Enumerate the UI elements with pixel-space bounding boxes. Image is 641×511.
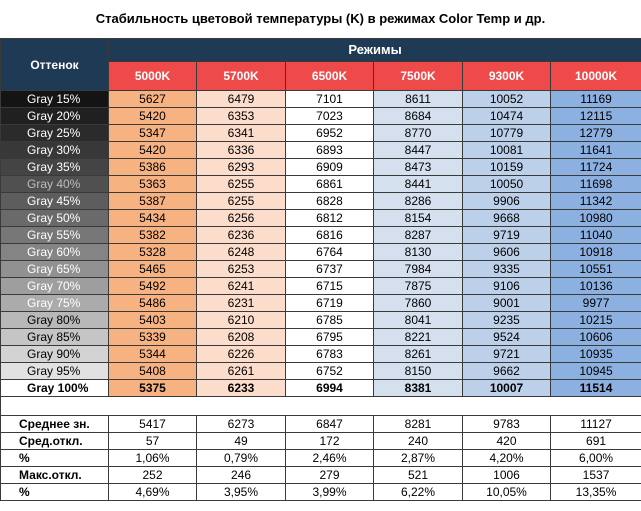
temperature-cell: 5434 bbox=[109, 210, 197, 227]
temperature-cell: 5375 bbox=[109, 380, 197, 397]
table-row bbox=[1, 244, 641, 261]
temperature-cell: 6226 bbox=[197, 346, 286, 363]
temperature-cell: 5339 bbox=[109, 329, 197, 346]
gray-level-label: Gray 85% bbox=[1, 329, 109, 346]
temperature-cell: 6233 bbox=[197, 380, 286, 397]
temperature-cell: 8150 bbox=[374, 363, 463, 380]
temperature-cell: 8287 bbox=[374, 227, 463, 244]
temperature-cell: 8441 bbox=[374, 176, 463, 193]
temperature-cell: 6909 bbox=[286, 159, 374, 176]
temperature-cell: 7023 bbox=[286, 108, 374, 125]
gray-level-label: Gray 95% bbox=[1, 363, 109, 380]
temperature-cell: 6255 bbox=[197, 176, 286, 193]
temperature-cell: 6737 bbox=[286, 261, 374, 278]
temperature-cell: 9235 bbox=[463, 312, 551, 329]
temperature-cell: 6994 bbox=[286, 380, 374, 397]
stat-cell: 1006 bbox=[463, 467, 551, 484]
temperature-cell: 6861 bbox=[286, 176, 374, 193]
temperature-cell: 8154 bbox=[374, 210, 463, 227]
table-row bbox=[1, 125, 641, 142]
temperature-cell: 5382 bbox=[109, 227, 197, 244]
mode-header-5700k: 5700K bbox=[197, 62, 286, 91]
stat-cell: 1,06% bbox=[109, 450, 197, 467]
stat-cell: 691 bbox=[551, 433, 641, 450]
temperature-cell: 11514 bbox=[551, 380, 641, 397]
stat-cell: 6,00% bbox=[551, 450, 641, 467]
temperature-cell: 9977 bbox=[551, 295, 641, 312]
stat-cell: 420 bbox=[463, 433, 551, 450]
temperature-cell: 11040 bbox=[551, 227, 641, 244]
temperature-cell: 11169 bbox=[551, 91, 641, 108]
temperature-cell: 10606 bbox=[551, 329, 641, 346]
stat-label: Сред.откл. bbox=[1, 433, 109, 450]
temperature-cell: 5328 bbox=[109, 244, 197, 261]
temperature-cell: 10935 bbox=[551, 346, 641, 363]
temperature-cell: 6336 bbox=[197, 142, 286, 159]
temperature-cell: 6719 bbox=[286, 295, 374, 312]
temperature-cell: 8261 bbox=[374, 346, 463, 363]
temperature-cell: 8286 bbox=[374, 193, 463, 210]
stat-label: % bbox=[1, 484, 109, 501]
stat-cell: 252 bbox=[109, 467, 197, 484]
temperature-cell: 10136 bbox=[551, 278, 641, 295]
temperature-cell: 11641 bbox=[551, 142, 641, 159]
gray-level-label: Gray 80% bbox=[1, 312, 109, 329]
temperature-cell: 5420 bbox=[109, 108, 197, 125]
temperature-cell: 5486 bbox=[109, 295, 197, 312]
gray-level-label: Gray 55% bbox=[1, 227, 109, 244]
temperature-cell: 7101 bbox=[286, 91, 374, 108]
stat-cell: 3,95% bbox=[197, 484, 286, 501]
temperature-cell: 6785 bbox=[286, 312, 374, 329]
temperature-cell: 7875 bbox=[374, 278, 463, 295]
stat-cell: 6273 bbox=[197, 416, 286, 433]
temperature-cell: 6253 bbox=[197, 261, 286, 278]
stat-label: Макс.откл. bbox=[1, 467, 109, 484]
temperature-cell: 6293 bbox=[197, 159, 286, 176]
temperature-cell: 9001 bbox=[463, 295, 551, 312]
temperature-cell: 6261 bbox=[197, 363, 286, 380]
temperature-cell: 6783 bbox=[286, 346, 374, 363]
stat-cell: 0,79% bbox=[197, 450, 286, 467]
temperature-cell: 6812 bbox=[286, 210, 374, 227]
table-row bbox=[1, 261, 641, 278]
stat-cell: 5417 bbox=[109, 416, 197, 433]
temperature-cell: 6236 bbox=[197, 227, 286, 244]
stat-row bbox=[1, 416, 641, 433]
stat-cell: 172 bbox=[286, 433, 374, 450]
temperature-cell: 8130 bbox=[374, 244, 463, 261]
stat-cell: 9783 bbox=[463, 416, 551, 433]
temperature-cell: 5492 bbox=[109, 278, 197, 295]
temperature-cell: 9106 bbox=[463, 278, 551, 295]
table-row bbox=[1, 227, 641, 244]
temperature-cell: 6231 bbox=[197, 295, 286, 312]
gray-level-label: Gray 70% bbox=[1, 278, 109, 295]
temperature-cell: 10474 bbox=[463, 108, 551, 125]
gray-level-label: Gray 100% bbox=[1, 380, 109, 397]
stat-cell: 6,22% bbox=[374, 484, 463, 501]
gray-level-label: Gray 40% bbox=[1, 176, 109, 193]
stat-cell: 240 bbox=[374, 433, 463, 450]
temperature-cell: 6828 bbox=[286, 193, 374, 210]
temperature-cell: 12115 bbox=[551, 108, 641, 125]
temperature-cell: 9662 bbox=[463, 363, 551, 380]
stat-cell: 8281 bbox=[374, 416, 463, 433]
temperature-cell: 9719 bbox=[463, 227, 551, 244]
temperature-cell: 8381 bbox=[374, 380, 463, 397]
table-row bbox=[1, 210, 641, 227]
temperature-cell: 6893 bbox=[286, 142, 374, 159]
stat-cell: 279 bbox=[286, 467, 374, 484]
temperature-cell: 8611 bbox=[374, 91, 463, 108]
stat-row bbox=[1, 484, 641, 501]
temperature-cell: 6764 bbox=[286, 244, 374, 261]
modes-header: Режимы bbox=[109, 39, 641, 62]
temperature-cell: 7984 bbox=[374, 261, 463, 278]
temperature-cell: 6241 bbox=[197, 278, 286, 295]
gray-level-label: Gray 50% bbox=[1, 210, 109, 227]
table-row bbox=[1, 295, 641, 312]
table-title: Стабильность цветовой температуры (K) в режимах Color Temp и др. bbox=[95, 11, 546, 26]
temperature-cell: 10779 bbox=[463, 125, 551, 142]
spacer-row bbox=[1, 397, 641, 416]
stat-cell: 2,87% bbox=[374, 450, 463, 467]
stat-cell: 49 bbox=[197, 433, 286, 450]
temperature-cell: 10215 bbox=[551, 312, 641, 329]
stat-cell: 1537 bbox=[551, 467, 641, 484]
gray-level-label: Gray 35% bbox=[1, 159, 109, 176]
temperature-cell: 6479 bbox=[197, 91, 286, 108]
table-row bbox=[1, 363, 641, 380]
temperature-cell: 5363 bbox=[109, 176, 197, 193]
temperature-cell: 8221 bbox=[374, 329, 463, 346]
temperature-cell: 8770 bbox=[374, 125, 463, 142]
stat-row bbox=[1, 433, 641, 450]
temperature-cell: 5387 bbox=[109, 193, 197, 210]
temperature-cell: 6816 bbox=[286, 227, 374, 244]
temperature-cell: 6353 bbox=[197, 108, 286, 125]
temperature-cell: 8041 bbox=[374, 312, 463, 329]
stat-cell: 4,69% bbox=[109, 484, 197, 501]
stat-cell: 2,46% bbox=[286, 450, 374, 467]
temperature-cell: 5403 bbox=[109, 312, 197, 329]
stat-cell: 4,20% bbox=[463, 450, 551, 467]
table-row bbox=[1, 312, 641, 329]
stat-cell: 246 bbox=[197, 467, 286, 484]
temperature-cell: 12779 bbox=[551, 125, 641, 142]
gray-level-label: Gray 60% bbox=[1, 244, 109, 261]
temperature-cell: 5347 bbox=[109, 125, 197, 142]
temperature-cell: 10052 bbox=[463, 91, 551, 108]
temperature-cell: 11342 bbox=[551, 193, 641, 210]
table-row bbox=[1, 329, 641, 346]
temperature-cell: 10551 bbox=[551, 261, 641, 278]
mode-header-9300k: 9300K bbox=[463, 62, 551, 91]
temperature-cell: 9524 bbox=[463, 329, 551, 346]
stat-cell: 13,35% bbox=[551, 484, 641, 501]
stat-cell: 521 bbox=[374, 467, 463, 484]
mode-header-5000k: 5000K bbox=[109, 62, 197, 91]
table-row bbox=[1, 142, 641, 159]
table-row bbox=[1, 91, 641, 108]
temperature-cell: 5465 bbox=[109, 261, 197, 278]
stat-row bbox=[1, 450, 641, 467]
stat-row bbox=[1, 467, 641, 484]
temperature-cell: 8684 bbox=[374, 108, 463, 125]
temperature-cell: 9335 bbox=[463, 261, 551, 278]
temperature-cell: 9606 bbox=[463, 244, 551, 261]
temperature-cell: 10007 bbox=[463, 380, 551, 397]
temperature-cell: 10050 bbox=[463, 176, 551, 193]
temperature-cell: 5408 bbox=[109, 363, 197, 380]
temperature-cell: 10081 bbox=[463, 142, 551, 159]
temperature-cell: 6715 bbox=[286, 278, 374, 295]
stat-cell: 11127 bbox=[551, 416, 641, 433]
mode-header-7500k: 7500K bbox=[374, 62, 463, 91]
stat-label: % bbox=[1, 450, 109, 467]
temperature-cell: 5344 bbox=[109, 346, 197, 363]
table-row bbox=[1, 346, 641, 363]
temperature-cell: 6341 bbox=[197, 125, 286, 142]
table-row bbox=[1, 193, 641, 210]
temperature-cell: 6210 bbox=[197, 312, 286, 329]
gray-level-label: Gray 30% bbox=[1, 142, 109, 159]
stat-cell: 10,05% bbox=[463, 484, 551, 501]
stat-cell: 6847 bbox=[286, 416, 374, 433]
gray-level-label: Gray 90% bbox=[1, 346, 109, 363]
temperature-cell: 9721 bbox=[463, 346, 551, 363]
stat-cell: 57 bbox=[109, 433, 197, 450]
table-row bbox=[1, 176, 641, 193]
temperature-cell: 6255 bbox=[197, 193, 286, 210]
mode-header-10000k: 10000K bbox=[551, 62, 641, 91]
temperature-cell: 10945 bbox=[551, 363, 641, 380]
temperature-cell: 6952 bbox=[286, 125, 374, 142]
color-temperature-table bbox=[0, 38, 641, 501]
temperature-cell: 10918 bbox=[551, 244, 641, 261]
gray-level-label: Gray 75% bbox=[1, 295, 109, 312]
temperature-cell: 8473 bbox=[374, 159, 463, 176]
temperature-cell: 7860 bbox=[374, 295, 463, 312]
table-row bbox=[1, 278, 641, 295]
temperature-cell: 9668 bbox=[463, 210, 551, 227]
mode-header-6500k: 6500K bbox=[286, 62, 374, 91]
temperature-cell: 11698 bbox=[551, 176, 641, 193]
temperature-cell: 5386 bbox=[109, 159, 197, 176]
temperature-cell: 6256 bbox=[197, 210, 286, 227]
temperature-cell: 10980 bbox=[551, 210, 641, 227]
temperature-cell: 6208 bbox=[197, 329, 286, 346]
gray-level-label: Gray 45% bbox=[1, 193, 109, 210]
temperature-cell: 5627 bbox=[109, 91, 197, 108]
gray-level-label: Gray 65% bbox=[1, 261, 109, 278]
gray-level-label: Gray 25% bbox=[1, 125, 109, 142]
temperature-cell: 6795 bbox=[286, 329, 374, 346]
table-row bbox=[1, 159, 641, 176]
temperature-cell: 9906 bbox=[463, 193, 551, 210]
stat-cell: 3,99% bbox=[286, 484, 374, 501]
temperature-cell: 8447 bbox=[374, 142, 463, 159]
gray-level-label: Gray 20% bbox=[1, 108, 109, 125]
table-row bbox=[1, 380, 641, 397]
temperature-cell: 10159 bbox=[463, 159, 551, 176]
temperature-cell: 5420 bbox=[109, 142, 197, 159]
gray-level-label: Gray 15% bbox=[1, 91, 109, 108]
table-row bbox=[1, 108, 641, 125]
temperature-cell: 6752 bbox=[286, 363, 374, 380]
temperature-cell: 6248 bbox=[197, 244, 286, 261]
stat-label: Среднее зн. bbox=[1, 416, 109, 433]
temperature-cell: 11724 bbox=[551, 159, 641, 176]
tone-header: Оттенок bbox=[1, 39, 109, 91]
